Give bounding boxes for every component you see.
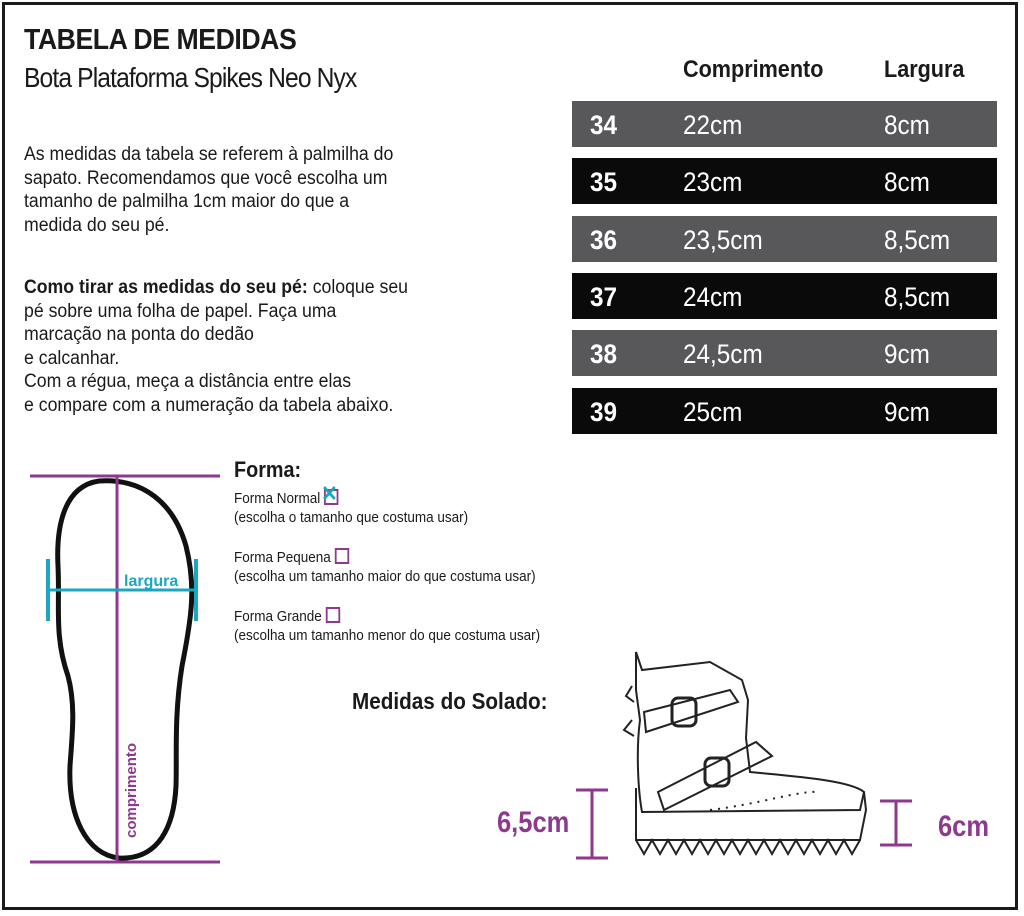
boot-platform (636, 788, 866, 840)
table-row (572, 101, 997, 147)
boot-upper (636, 652, 864, 812)
spiked-sole (636, 840, 860, 854)
size-cell: 35 (590, 167, 618, 197)
page-title: TABELA DE MEDIDAS (24, 24, 297, 56)
size-cell: 37 (590, 282, 618, 312)
width-cell: 8,5cm (884, 225, 951, 255)
forma-option-normal: Forma Normal ✕ (escolha o tamanho que costuma usar) (234, 481, 469, 526)
spike-icons (624, 686, 634, 736)
front-sole-height: 6,5cm (497, 806, 570, 839)
width-cell: 9cm (884, 339, 930, 369)
length-cell: 23cm (683, 167, 743, 197)
width-cell: 8cm (884, 167, 930, 197)
length-cell: 24cm (683, 282, 743, 312)
length-cell: 23,5cm (683, 225, 763, 255)
table-row (572, 388, 997, 434)
howto-text: Como tirar as medidas do seu pé: coloque seu pé sobre uma folha de papel. Faça uma marcação na ponta do dedão e calcanhar. Com a régua, meça a distância entre elas e compare com a numeração da tabela abaixo. (24, 277, 408, 416)
lower-strap (658, 742, 772, 810)
forma-title: Forma: (234, 457, 302, 482)
size-cell: 39 (590, 397, 618, 427)
forma-option-small: Forma Pequena (escolha um tamanho maior do que costuma usar) (234, 549, 536, 585)
size-cell: 38 (590, 339, 618, 369)
length-cell: 25cm (683, 397, 743, 427)
length-label: comprimento (123, 742, 140, 838)
forma-option-large: Forma Grande (escolha um tamanho menor do que costuma usar) (234, 608, 541, 644)
length-cell: 24,5cm (683, 339, 763, 369)
checkbox-empty (334, 548, 348, 564)
insole-diagram (24, 466, 224, 870)
width-cell: 8,5cm (884, 282, 951, 312)
length-cell: 22cm (683, 110, 743, 140)
width-cell: 9cm (884, 397, 930, 427)
front-height-marker (572, 786, 612, 862)
intro-text: As medidas da tabela se referem à palmilha do sapato. Recomendamos que você escolha um tamanho de palmilha 1cm maior do que a medida do seu pé. (24, 144, 394, 236)
header-length: Comprimento (683, 56, 824, 83)
sole-title: Medidas do Solado: (352, 688, 548, 714)
table-row (572, 216, 997, 262)
product-name: Bota Plataforma Spikes Neo Nyx (24, 62, 357, 93)
howto-heading: Como tirar as medidas do seu pé: (24, 277, 308, 298)
back-height-marker (876, 798, 916, 848)
table-row (572, 273, 997, 319)
width-label: largura (124, 573, 179, 590)
x-mark-icon: ✕ (321, 481, 338, 506)
width-cell: 8cm (884, 110, 930, 140)
checkbox-empty (325, 607, 339, 623)
size-cell: 36 (590, 225, 618, 255)
header-width: Largura (884, 56, 965, 83)
size-cell: 34 (590, 110, 618, 140)
back-sole-height: 6cm (938, 810, 990, 843)
stitching (710, 792, 820, 810)
checkbox-checked (321, 481, 338, 506)
table-row (572, 330, 997, 376)
table-row (572, 158, 997, 204)
